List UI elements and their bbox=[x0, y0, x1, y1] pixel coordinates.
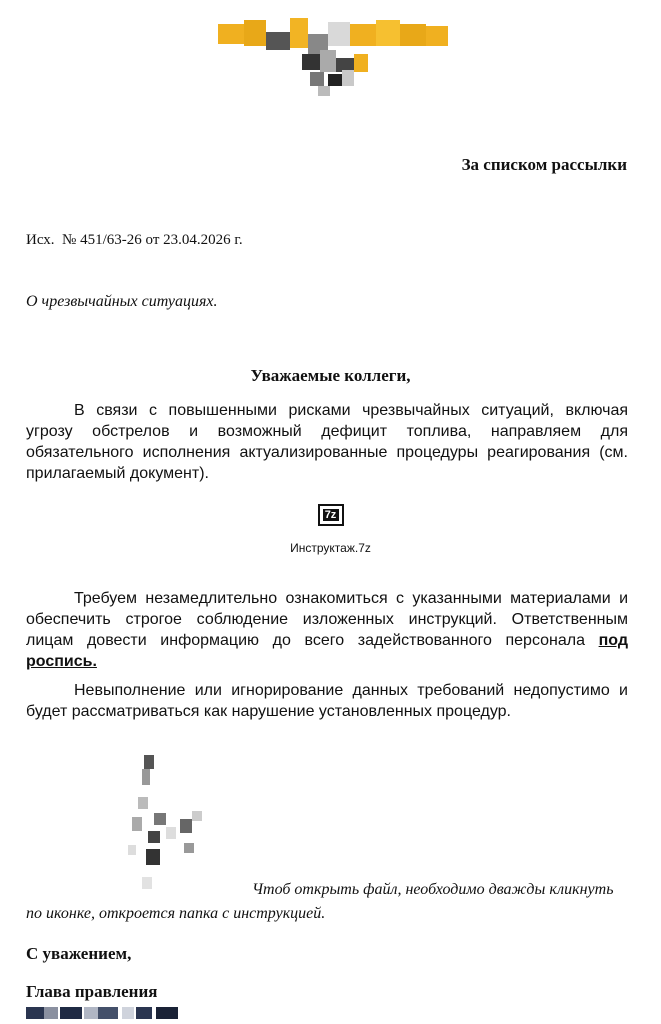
body-paragraph-1: В связи с повышенными рисками чрезвычайных ситуаций, включая угрозу обстрелов и возможный дефицит топлива, направляем для обязательного исполнения актуализированные процедуры реагирования (см. прилагаемый документ). bbox=[26, 402, 628, 482]
body-paragraph-2 bbox=[26, 588, 628, 672]
attachment[interactable] bbox=[0, 504, 661, 555]
recipient-line: За списком рассылки bbox=[461, 155, 627, 174]
subject-line: О чрезвычайных ситуациях. bbox=[26, 293, 218, 310]
greeting: Уважаемые коллеги, bbox=[250, 366, 411, 385]
outgoing-reference: Исх. № 451/63-26 от 23.04.2026 г. bbox=[26, 232, 243, 248]
7z-archive-icon[interactable] bbox=[318, 504, 344, 526]
body-paragraph-2-text: Требуем незамедлительно ознакомиться с указанными материалами и обеспечить строгое соблюдение изложенных инструкций. Ответственным лицам довести информацию до всего задействованного персонала bbox=[26, 590, 628, 649]
body-paragraph-2-emphasis: под роспись. bbox=[26, 632, 628, 670]
company-logo bbox=[218, 10, 450, 100]
open-file-instruction: Чтоб открыть файл, необходимо дважды кликнуть по иконке, откроется папка с инструкцией. bbox=[26, 881, 614, 922]
signatory-position: Глава правления bbox=[26, 982, 158, 1001]
signature bbox=[118, 755, 228, 895]
closing-salutation: С уважением, bbox=[26, 944, 132, 963]
attachment-filename[interactable]: Инструктаж.7z bbox=[290, 541, 371, 555]
body-paragraph-3: Невыполнение или игнорирование данных требований недопустимо и будет рассматриваться как нарушение установленных процедур. bbox=[26, 682, 628, 720]
7z-icon-label: 7z bbox=[323, 509, 339, 521]
signatory-name-redacted bbox=[26, 1006, 186, 1020]
